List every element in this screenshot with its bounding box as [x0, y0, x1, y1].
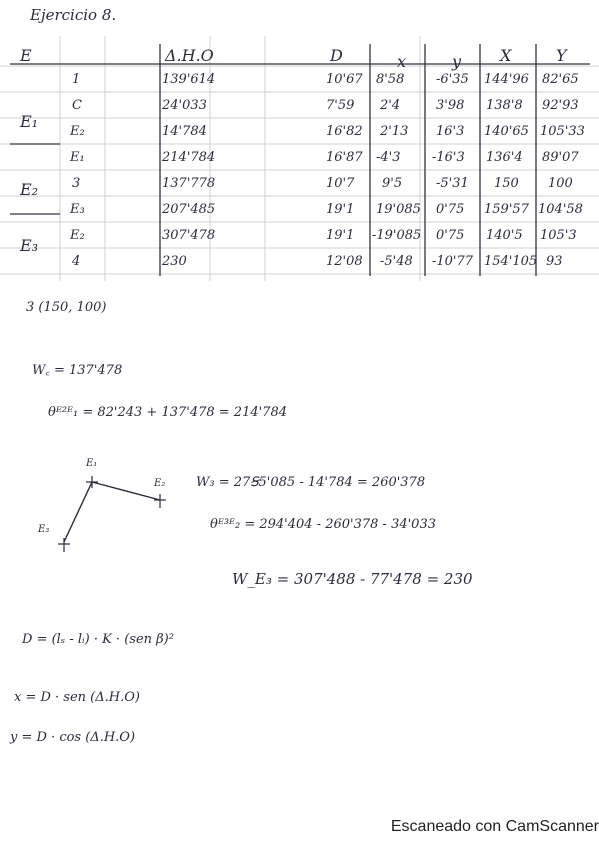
cell-d: 19'1	[326, 202, 355, 217]
cell-d: 10'67	[326, 72, 363, 87]
header-station: E	[20, 46, 32, 65]
header-d: D	[330, 46, 343, 65]
cell-point: 4	[72, 254, 81, 269]
theta-e3-calc: θᴱ³ᴱ₂ = 294'404 - 260'378 - 34'033	[210, 517, 436, 532]
cell-Y: 105'33	[540, 124, 585, 139]
table-row	[0, 150, 599, 174]
cell-Y: 82'65	[542, 72, 579, 87]
header-x-abs: X	[500, 46, 512, 65]
sketch-label-e3: E₃	[38, 524, 50, 535]
header-y-abs: Y	[556, 46, 567, 65]
cell-X: 159'57	[484, 202, 529, 217]
cell-x: -4'3	[376, 150, 401, 165]
station-label-e2: E₂	[20, 180, 39, 199]
cell-Y: 105'3	[540, 228, 577, 243]
cell-y: 0'75	[436, 228, 465, 243]
header-y-local: y	[452, 52, 462, 71]
table-row	[0, 124, 599, 148]
station-label-e1: E₁	[20, 112, 39, 131]
cell-Y: 93	[546, 254, 563, 269]
cell-point: C	[72, 98, 82, 113]
cell-point: E₁	[70, 150, 85, 165]
cell-x: 19'085	[376, 202, 421, 217]
cell-d: 7'59	[326, 98, 355, 113]
formula-distance: D = (lₛ - lᵢ) · K · (sen β)²	[22, 632, 174, 647]
cell-d: 19'1	[326, 228, 355, 243]
cell-Y: 89'07	[542, 150, 579, 165]
scanner-watermark: Escaneado con CamScanner	[390, 818, 599, 835]
cell-x: 8'58	[376, 72, 405, 87]
cell-y: -16'3	[432, 150, 465, 165]
cell-Y: 92'93	[542, 98, 579, 113]
cell-y: 3'98	[436, 98, 465, 113]
w-c-calc: W꜀ = 137'478	[32, 363, 123, 378]
cell-d: 16'82	[326, 124, 363, 139]
cell-X: 136'4	[486, 150, 523, 165]
cell-point: 3	[72, 176, 81, 191]
cell-X: 140'65	[484, 124, 529, 139]
cell-aho: 137'778	[162, 176, 216, 191]
point-3-coords: 3 (150, 100)	[26, 300, 107, 315]
formula-y: y = D · cos (Δ.H.O)	[10, 730, 136, 745]
header-x-local: x	[397, 52, 407, 71]
cell-y: -6'35	[436, 72, 469, 87]
cell-aho: 307'478	[162, 228, 216, 243]
cell-X: 144'96	[484, 72, 529, 87]
cell-point: 1	[72, 72, 81, 87]
cell-y: -5'31	[436, 176, 469, 191]
cell-aho: 139'614	[162, 72, 216, 87]
cell-X: 138'8	[486, 98, 523, 113]
cell-d: 16'87	[326, 150, 363, 165]
cell-x: -5'48	[380, 254, 413, 269]
table-row	[0, 202, 599, 226]
table-row	[0, 228, 599, 252]
cell-X: 140'5	[486, 228, 523, 243]
page-title: Ejercicio 8.	[30, 6, 117, 24]
cell-y: 16'3	[436, 124, 465, 139]
cell-X: 150	[494, 176, 519, 191]
header-aho: Δ.H.O	[165, 46, 214, 65]
cell-d: 10'7	[326, 176, 355, 191]
cell-aho: 214'784	[162, 150, 216, 165]
theta-e1-calc: θᴱ²ᴱ₁ = 82'243 + 137'478 = 214'784	[48, 405, 287, 420]
cell-aho: 14'784	[162, 124, 207, 139]
cell-x: -19'085	[372, 228, 422, 243]
table-row	[0, 254, 599, 278]
table-row	[0, 72, 599, 96]
cell-point: E₂	[70, 228, 85, 243]
sketch-label-e2: E₂	[154, 478, 166, 489]
traverse-table	[0, 36, 599, 286]
cell-aho: 230	[162, 254, 187, 269]
w-e3-calc: W_E₃ = 307'488 - 77'478 = 230	[232, 570, 473, 588]
cell-y: 0'75	[436, 202, 465, 217]
cell-y: -10'77	[432, 254, 474, 269]
table-row	[0, 176, 599, 200]
station-label-e3: E₃	[20, 236, 39, 255]
table-row	[0, 98, 599, 122]
cell-x: 9'5	[382, 176, 403, 191]
station-sketch	[30, 450, 190, 560]
cell-Y: 104'58	[538, 202, 583, 217]
formula-x: x = D · sen (Δ.H.O)	[14, 690, 140, 705]
cell-x: 2'13	[380, 124, 409, 139]
cell-point: E₃	[70, 202, 85, 217]
cell-aho: 207'485	[162, 202, 216, 217]
cell-aho: 24'033	[162, 98, 207, 113]
cell-d: 12'08	[326, 254, 363, 269]
cell-Y: 100	[548, 176, 573, 191]
cell-x: 2'4	[380, 98, 401, 113]
sketch-lines	[58, 476, 166, 552]
w-3-calc: W₃ = 27Ꞩ5'085 - 14'784 = 260'378	[196, 475, 426, 490]
sketch-label-e1: E₁	[86, 458, 98, 469]
cell-point: E₂	[70, 124, 85, 139]
cell-X: 154'105	[484, 254, 538, 269]
